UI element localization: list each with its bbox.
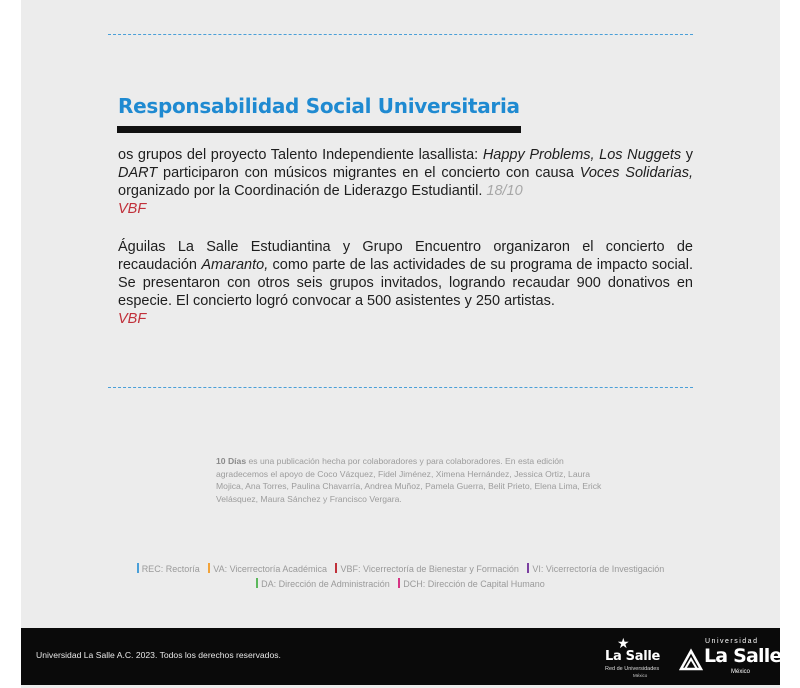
copyright-text: Universidad La Salle A.C. 2023. Todos los derechos reservados. [36,650,281,660]
legend-item-va: VA: Vicerrectoría Académica [208,563,327,574]
star-icon: ★ [617,635,630,651]
bottom-divider [108,387,693,388]
news-source-tag: VBF [118,311,147,327]
section-title: Responsabilidad Social Universitaria [118,94,520,118]
news-item-1: os grupos del proyecto Talento Independiente lasallista: Happy Problems, Los Nuggets y DART participaron con músicos migrantes en el concierto con causa Voces Solidarias, organizado por la Coordinación de Liderazgo Estudiantil. 18/10 VBF [118,147,693,217]
universidad-lasalle-logo[interactable]: Universidad La Salle México [677,634,777,680]
news-source-tag: VBF [118,201,147,217]
legend-row-1 [21,563,780,574]
legend-item-vbf: VBF: Vicerrectoría de Bienestar y Formación [335,563,518,574]
top-divider [108,34,693,35]
legend-item-rec: REC: Rectoría [137,563,200,574]
legend-color-bar [335,563,337,573]
legend-item-vi: VI: Vicerrectoría de Investigación [527,563,664,574]
legend-color-bar [527,563,529,573]
legend-row-2 [21,578,780,589]
credits-text: 10 Días es una publicación hecha por colaboradores y para colaboradores. En esta edición agradecemos el apoyo de Coco Vázquez, Fidel Jiménez, Ximena Hernández, Jessica Ortiz, Laura Mojica, Ana Torres, Paulina Chavarría, Andrea Muñoz, Pamela Guerra, Belit Prieto, Elena Lima, Erick Velásquez, Maura Sánchez y Francisco Vergara. [216,456,602,504]
lasalle-network-logo[interactable]: ★ La Salle Red de Universidades México [605,635,661,678]
newsletter-page [21,0,780,688]
legend-item-da: DA: Dirección de Administración [256,578,390,589]
legend-color-bar [137,563,139,573]
legend-item-dch: DCH: Dirección de Capital Humano [398,578,545,589]
legend-color-bar [256,578,258,588]
section-title-underline [117,126,521,133]
legend-color-bar [208,563,210,573]
news-item-2: Águilas La Salle Estudiantina y Grupo Encuentro organizaron el concierto de recaudación Amaranto, como parte de las actividades de su programa de impacto social. Se presentaron con otros seis grupos invitados, logrando recaudar 900 donativos en especie. El concierto logró convocar a 500 asistentes y 250 artistas. VBF [118,239,693,327]
footer [21,628,780,685]
legend-color-bar [398,578,400,588]
star-emblem-icon [679,647,703,671]
news-date: 18/10 [486,183,523,199]
